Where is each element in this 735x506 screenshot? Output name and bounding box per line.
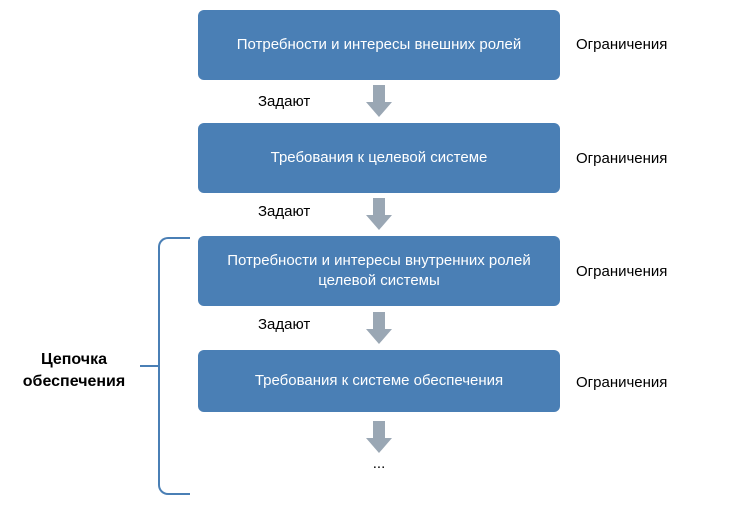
constraint-label-3: Ограничения: [576, 263, 668, 280]
arrow-down-icon: [366, 85, 392, 117]
ellipsis-continuation: ...: [372, 455, 386, 472]
supply-chain-label-line2: обеспечения: [22, 373, 126, 391]
node-label: Потребности и интересы внешних ролей: [236, 35, 522, 53]
supply-chain-label: [6, 349, 142, 394]
edge-label-2: Задают: [258, 203, 311, 220]
arrow-down-icon: [366, 312, 392, 344]
edge-label-3: Задают: [258, 316, 311, 333]
node-internal-roles-needs: [198, 236, 560, 306]
constraint-label-1: Ограничения: [576, 36, 668, 53]
arrow-head: [366, 438, 392, 453]
node-label: Потребности и интересы внутренних ролей целевой системы: [227, 251, 531, 289]
arrow-shaft: [373, 421, 385, 439]
node-target-system-requirements: [198, 123, 560, 193]
node-external-roles-needs: [198, 10, 560, 80]
supply-chain-bracket: [158, 237, 190, 495]
supply-chain-label-line1: Цепочка: [40, 351, 107, 368]
constraint-label-4: Ограничения: [576, 374, 668, 391]
constraint-label-2: Ограничения: [576, 150, 668, 167]
arrow-head: [366, 329, 392, 344]
edge-label-1: Задают: [258, 93, 311, 110]
arrow-head: [366, 102, 392, 117]
arrow-head: [366, 215, 392, 230]
arrow-shaft: [373, 85, 385, 103]
arrow-shaft: [373, 198, 385, 216]
node-support-system-requirements: [198, 350, 560, 412]
arrow-shaft: [373, 312, 385, 330]
arrow-down-icon: [366, 421, 392, 453]
node-label: Требования к системе обеспечения: [254, 371, 504, 389]
node-label: Требования к целевой системе: [270, 148, 488, 166]
supply-chain-bracket-stem: [140, 365, 160, 367]
arrow-down-icon: [366, 198, 392, 230]
